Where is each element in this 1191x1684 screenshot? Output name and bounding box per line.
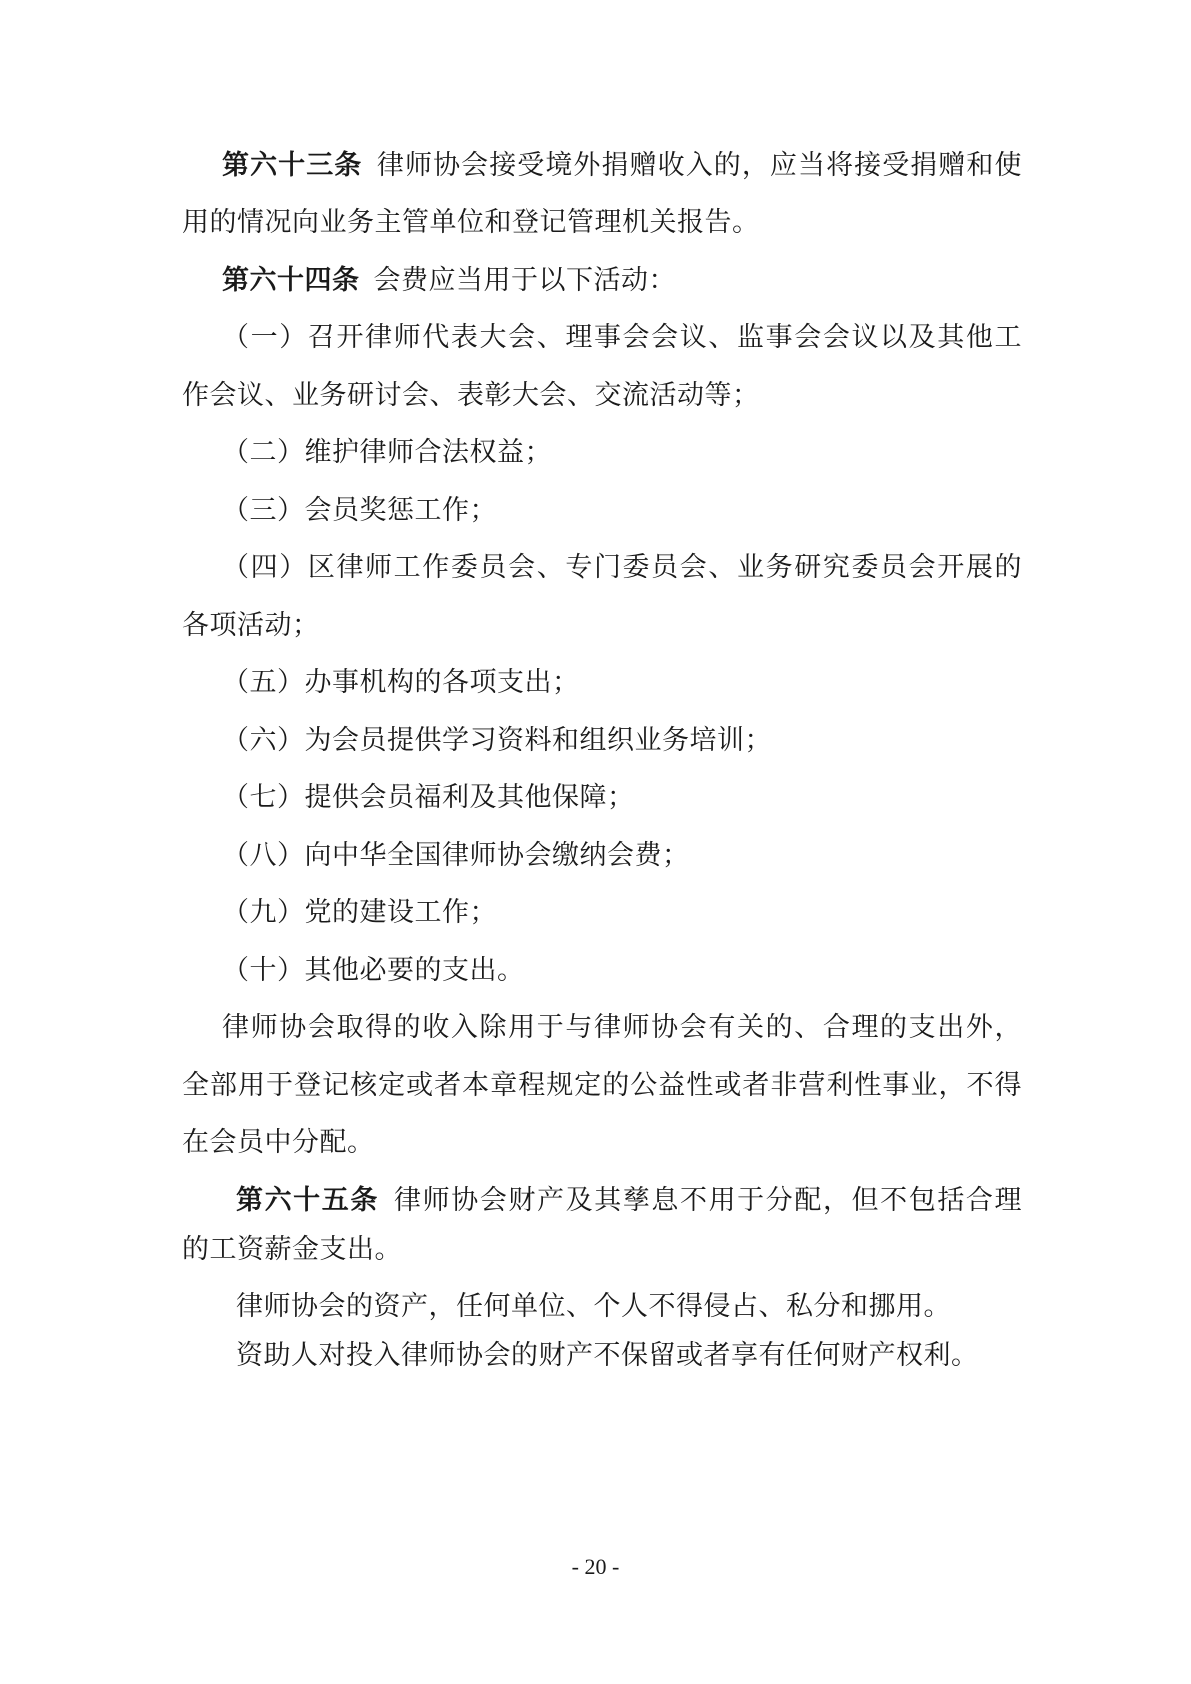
- item-7: （七）提供会员福利及其他保障；: [222, 782, 635, 813]
- article-64-line-1: [222, 261, 1022, 301]
- item-2: （二）维护律师合法权益；: [222, 437, 552, 468]
- item-5: （五）办事机构的各项支出；: [222, 667, 580, 698]
- article-65-line-1: [236, 1181, 1022, 1221]
- article-65-line-2: 的工资薪金支出。: [182, 1234, 402, 1265]
- revenue-paragraph-line-2: 全部用于登记核定或者本章程规定的公益性或者非营利性事业，不得: [182, 1070, 1022, 1101]
- item-9: （九）党的建设工作；: [222, 897, 497, 928]
- item-4-line-2: 各项活动；: [182, 610, 320, 641]
- item-1-line-1: （一）召开律师代表大会、理事会会议、监事会会议以及其他工: [222, 322, 1022, 353]
- article-65-text: 律师协会财产及其孳息不用于分配，但不包括合理: [392, 1185, 1023, 1216]
- article-63-line-2: 用的情况向业务主管单位和登记管理机关报告。: [182, 207, 760, 238]
- item-8: （八）向中华全国律师协会缴纳会费；: [222, 840, 690, 871]
- item-10: （十）其他必要的支出。: [222, 955, 525, 986]
- article-63-heading: 第六十三条: [222, 150, 363, 181]
- item-4-line-1: （四）区律师工作委员会、专门委员会、业务研究委员会开展的: [222, 552, 1022, 583]
- item-6: （六）为会员提供学习资料和组织业务培训；: [222, 725, 772, 756]
- item-3: （三）会员奖惩工作；: [222, 495, 497, 526]
- article-63-line-1: [222, 146, 1022, 186]
- assets-paragraph: 律师协会的资产，任何单位、个人不得侵占、私分和挪用。: [236, 1291, 951, 1322]
- revenue-paragraph-line-1: 律师协会取得的收入除用于与律师协会有关的、合理的支出外，: [222, 1012, 1022, 1043]
- article-65-heading: 第六十五条: [236, 1185, 379, 1216]
- item-1-line-2: 作会议、业务研讨会、表彰大会、交流活动等；: [182, 380, 760, 411]
- page-number: - 20 -: [571, 1554, 620, 1579]
- article-63-text: 律师协会接受境外捐赠收入的，应当将接受捐赠和使: [376, 150, 1023, 181]
- sponsor-paragraph: 资助人对投入律师协会的财产不保留或者享有任何财产权利。: [236, 1340, 979, 1371]
- article-64-text: 会费应当用于以下活动：: [373, 265, 676, 296]
- revenue-paragraph-line-3: 在会员中分配。: [182, 1127, 375, 1158]
- article-64-heading: 第六十四条: [222, 265, 360, 296]
